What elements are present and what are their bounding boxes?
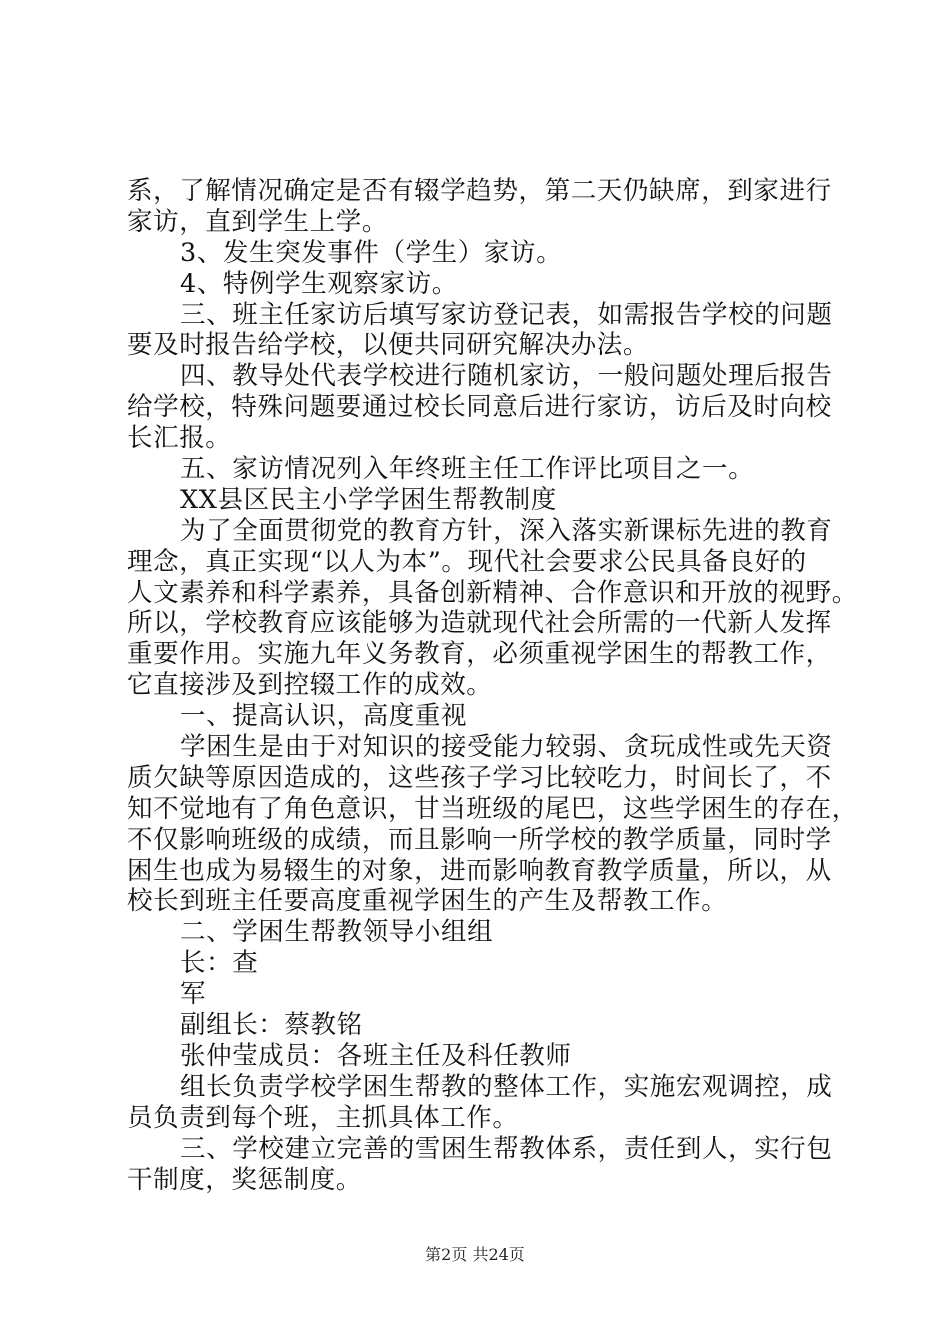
text-line: 质欠缺等原因造成的，这些孩子学习比较吃力，时间长了，不	[127, 762, 832, 793]
text-line: 长汇报。	[127, 423, 232, 454]
text-line: 困生也成为易辍生的对象，进而影响教育教学质量，所以，从	[127, 855, 832, 886]
text-line: 张仲莹成员：各班主任及科任教师	[180, 1040, 572, 1071]
page-number: 第2页 共24页	[425, 1245, 525, 1264]
text-line: 知不觉地有了角色意识，甘当班级的尾巴，这些学困生的存在，	[127, 793, 858, 824]
text-line: 系，了解情况确定是否有辍学趋势，第二天仍缺席，到家进行	[127, 176, 832, 206]
text-line: 要及时报告给学校，以便共同研究解决办法。	[127, 330, 650, 361]
text-line: 副组长：蔡教铭	[180, 1010, 363, 1041]
text-line: 校长到班主任要高度重视学困生的产生及帮教工作。	[127, 886, 728, 917]
section-title: XX县区民主小学学困生帮教制度	[180, 484, 557, 515]
list-item: 3、发生突发事件（学生）家访。	[180, 237, 563, 268]
text-line: 给学校，特殊问题要通过校长同意后进行家访，访后及时向校	[127, 392, 832, 423]
paragraph-start: 五、家访情况列入年终班主任工作评比项目之一。	[180, 454, 755, 485]
text-line: 员负责到每个班，主抓具体工作。	[127, 1102, 519, 1133]
paragraph-start: 三、班主任家访后填写家访登记表，如需报告学校的问题	[180, 299, 833, 330]
document-body	[127, 176, 858, 1195]
text-line: 人文素养和科学素养，具备创新精神、合作意识和开放的视野。	[127, 577, 858, 608]
paragraph-start: 组长负责学校学困生帮教的整体工作，实施宏观调控，成	[180, 1071, 833, 1102]
text-line: 理念，真正实现“以人为本”。现代社会要求公民具备良好的	[127, 546, 807, 577]
text-line: 重要作用。实施九年义务教育，必须重视学困生的帮教工作，	[127, 639, 832, 670]
text-line: 它直接涉及到控辍工作的成效。	[127, 670, 493, 701]
paragraph-start: 三、学校建立完善的雪困生帮教体系，责任到人，实行包	[180, 1133, 833, 1164]
section-heading: 一、提高认识，高度重视	[180, 701, 468, 732]
paragraph-start: 为了全面贯彻党的教育方针，深入落实新课标先进的教育	[180, 515, 833, 546]
text-line: 干制度，奖惩制度。	[127, 1164, 362, 1195]
text-line: 所以，学校教育应该能够为造就现代社会所需的一代新人发挥	[127, 608, 832, 639]
text-line: 不仅影响班级的成绩，而且影响一所学校的教学质量，同时学	[127, 824, 832, 855]
section-heading: 二、学困生帮教领导小组组	[180, 917, 494, 948]
paragraph-start: 学困生是由于对知识的接受能力较弱、贪玩成性或先天资	[180, 732, 833, 763]
text-line: 家访，直到学生上学。	[127, 206, 389, 237]
text-line: 长：查	[180, 948, 259, 979]
text-line: 军	[180, 979, 207, 1010]
paragraph-start: 四、教导处代表学校进行随机家访，一般问题处理后报告	[180, 361, 833, 392]
list-item: 4、特例学生观察家访。	[180, 268, 458, 299]
